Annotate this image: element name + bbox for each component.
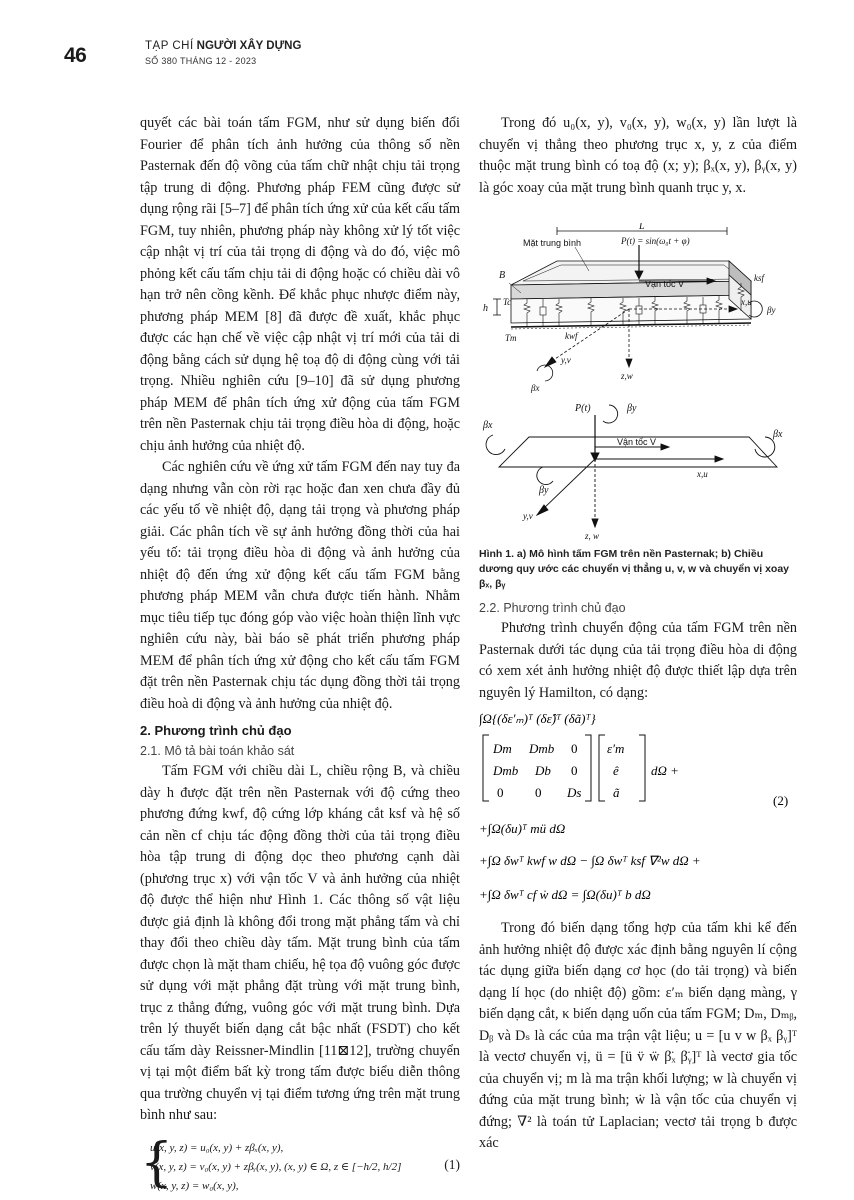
label-Tc: Tc [503, 297, 512, 307]
label-ksf: ksf [754, 273, 764, 283]
matrix-D-21: Dmb [493, 763, 519, 778]
label-xu-b: x,u [697, 469, 708, 479]
right-column-bottom [479, 918, 797, 1155]
page-number: 46 [64, 44, 87, 67]
equation-1-line-3: w(x, y, z) = w₀(x, y), [150, 1179, 239, 1192]
left-column [140, 113, 460, 1197]
label-beta-y: βy [767, 305, 776, 315]
journal-title [145, 40, 301, 52]
figure-1-caption: Hình 1. a) Mô hình tấm FGM trên nền Pasternak; b) Chiều dương quy ước các chuyển vị thẳng u, v, w và chuyển vị xoay βₓ, βᵧ [479, 548, 790, 590]
beta-x-arc-left [486, 435, 505, 455]
label-Tm: Tm [505, 333, 517, 343]
left-paragraph-1: quyết các bài toán tấm FGM, như sử dụng biến đổi Fourier để phân tích ảnh hưởng của thông số nền Pasternak đến độ võng của tấm chữ nhật chịu tải trọng tập trung di động. Phương pháp FEM cũng được sử dụng rộng rãi [5–7] để phân tích ứng xử của kết cấu tấm FGM, tuy nhiên, phương pháp này không xử lý tốt việc cập nhật vị trí của tải trọng di động và do đó, việc mô phỏng kết cấu tấm chịu tải di động hoặc có chiều dài vô hạn trở nên cồng kềnh. Để khắc phục nhược điểm này, phương pháp MEM [8] đã được đề xuất, khắc phục được các hạn chế về việc cập nhật vị trí mới của tải di động bằng cách sử dụng hệ toạ độ di động cùng với tải trọng. Nhiều nghiên cứu [9–10] đã sử dụng phương pháp MEM để phân tích ứng xử động của tấm FGM trên nền Pasternak chịu tải trọng điều hòa di động, hoặc chịu ảnh hưởng của nhiệt độ. [140, 115, 460, 454]
journal-prefix: TẠP CHÍ [145, 40, 194, 52]
section-heading-2: 2. Phương trình chủ đạo [140, 723, 292, 738]
label-xu: x,u [741, 297, 752, 307]
left-paragraph-3: Tấm FGM với chiều dài L, chiều rộng B, và chiều dày h được đặt trên nền Pasternak với độ cứng theo phương đứng kwf, độ cứng lớp kháng cắt ksf và hệ số cản nền cf chịu tác động đồng thời của tải trọng điều hòa tập trung di động dọc theo phương cạnh dài (phương trục x) với vận tốc V và ảnh hưởng của nhiệt độ được thể hiện như Hình 1. Các thông số vật liệu được giả định là không đổi trong mặt phẳng tấm và chỉ thay đổi theo chiều dày tấm. Mặt trung bình của tấm được chọn là mặt tham chiếu, hệ tọa độ vuông góc được sử dụng với mặt phẳng đặt trùng với mặt trung bình, trục z thẳng đứng, vuông góc với mặt trung bình. Dựa trên lý thuyết biến dạng cắt bậc nhất (FSDT) cho kết cấu tấm dày Reissner-Mindlin [11⊠12], trường chuyển vị tại một điểm bất kỳ trong tấm được biểu diễn thông qua trường chuyển vị tại điểm tương ứng trên mặt trung bình như sau: [140, 763, 460, 1123]
beta-y-arc-bottom [537, 467, 553, 485]
figure-1b-sign-convention [486, 405, 777, 527]
figure-1b-labels [482, 403, 783, 541]
equation-2-number: (2) [773, 793, 789, 808]
right-paragraph-2: Phương trình chuyển động của tấm FGM trên nền Pasternak dưới tác dụng của tải trọng điều hòa di động có xem xét ảnh hưởng nhiệt độ được thiết lập dựa trên nguyên lý Hamilton, có dạng: [479, 620, 797, 701]
label-zw-b: z, w [585, 531, 600, 541]
label-velocity-b: Vận tốc V [617, 437, 657, 447]
equation-1-line-1: u(x, y, z) = u₀(x, y) + zβₓ(x, y), [150, 1141, 284, 1154]
figure-1a-plate-model [493, 227, 762, 381]
subsection-heading-2-1: 2.1. Mô tả bài toán khảo sát [140, 744, 295, 758]
left-paragraph-2: Các nghiên cứu về ứng xử tấm FGM đến nay tuy đa dạng nhưng vẫn còn rời rạc hoặc đan xen chưa đầy đủ các yếu tố về nhiệt độ, dạng tải trọng và phương pháp giải. Các phân tích về sự ảnh hưởng đồng thời của hai yếu tố: tải trọng điều hòa di động và ảnh hưởng của nhiệt độ đến ứng xử động kết cấu tấm FGM bằng phương pháp MEM vẫn chưa được tiến hành. Nhằm mục tiêu tiếp tục đóng góp vào việc hoàn thiện lĩnh vực nghiên cứu này, bài báo sẽ phát triển phương pháp MEM để phân tích ứng xử động cho kết cấu tấm FGM đặt trên nền Pasternak chịu tác dụng đồng thời tải trọng điều hoà di động và ảnh hưởng của nhiệt độ. [140, 459, 460, 712]
equation-2-row-4: +∫Ω δwᵀ kwf w dΩ − ∫Ω δwᵀ ksf ∇²w dΩ + [479, 853, 701, 868]
equation-2 [479, 705, 797, 915]
right-paragraph-1: Trong đó u₀(x, y), v₀(x, y), w₀(x, y) lần lượt là chuyển vị thẳng theo phương trục x, y, z của điểm thuộc mặt trung bình có toạ độ (x; y); βₓ(x, y), βᵧ(x, y) là góc xoay của mặt trung bình quanh trục y, x. [479, 115, 797, 196]
label-beta-x: βx [531, 383, 540, 393]
figure-1 [479, 223, 797, 543]
equation-1-number: (1) [444, 1156, 460, 1172]
matrix-D-13: 0 [571, 741, 578, 756]
equation-2-row-3: +∫Ω(δu)ᵀ mü dΩ [479, 821, 566, 836]
label-mat-trung-binh: Mặt trung bình [523, 238, 582, 248]
label-kwf: kwf [565, 331, 578, 341]
matrix-D-32: 0 [535, 785, 542, 800]
label-beta-x-left: βx [483, 420, 493, 431]
equation-1-brace: { [140, 1132, 174, 1193]
equation-1-line-2: v(x, y, z) = v₀(x, y) + zβᵧ(x, y), (x, y) ∈ Ω, z ∈ [−h/2, h/2] [150, 1160, 402, 1173]
equation-2-row-1: ∫Ω{(δε′ₘ)ᵀ (δε̂)ᵀ (δã)ᵀ} [479, 711, 596, 726]
right-paragraph-3: Trong đó biến dạng tổng hợp của tấm khi kể đến ảnh hưởng nhiệt độ được xác định bằng nguyên lí cộng tác dụng giữa biến dạng cơ học (do tải trọng) và biến dạng lí học (do nhiệt độ) gồm: ε′ₘ biến dạng màng, γ biến dạng cắt, κ biến dạng uốn của tấm FGM; Dₘ, Dₘᵦ, Dᵦ và Dₛ là các của ma trận vật liệu; u = [u v w βₓ βᵧ]ᵀ là vectơ chuyển vị, ü = [ü v̈ ẅ β̈ₓ β̈ᵧ]ᵀ là vectơ gia tốc của chuyển vị; m là ma trận khối lượng; w là chuyển vị đứng của mặt trung bình; ẇ là vận tốc của chuyển vị đứng; ∇² là toán tử Laplacian; vectơ tải trọng b được xác [479, 920, 797, 1151]
matrix-D-12: Dmb [529, 741, 555, 756]
label-Pt-b: P(t) [575, 403, 591, 414]
equation-1 [140, 1132, 460, 1197]
label-yv-b: y,v [523, 511, 533, 521]
right-column-lower [479, 598, 797, 704]
label-L: L [639, 223, 645, 232]
label-beta-y-bottom: βy [539, 485, 549, 496]
beta-y-arc-top [603, 405, 618, 423]
matrix-D-22: Db [535, 763, 551, 778]
label-h: h [483, 303, 488, 314]
right-column-top [479, 113, 797, 199]
vector-3: ã [613, 785, 620, 800]
journal-name: NGƯỜI XÂY DỰNG [196, 40, 302, 52]
matrix-D-11: Dm [493, 741, 512, 756]
page-header [64, 36, 804, 76]
label-beta-x-right: βx [773, 429, 783, 440]
label-beta-y-top: βy [627, 403, 637, 414]
journal-issue: SỐ 380 THÁNG 12 - 2023 [145, 56, 257, 66]
matrix-D-31: 0 [497, 785, 504, 800]
equation-2-tail: dΩ + [651, 763, 679, 778]
label-yv: y,v [561, 355, 571, 365]
vector-2: ê [613, 763, 619, 778]
label-load-function: P(t) = sin(ω₀t + φ) [621, 236, 690, 246]
matrix-D-33: Ds [567, 785, 582, 800]
matrix-D-23: 0 [571, 763, 578, 778]
subsection-heading-2-2: 2.2. Phương trình chủ đạo [479, 601, 626, 615]
label-velocity: Vận tốc V [645, 279, 685, 289]
equation-2-row-5: +∫Ω δwᵀ cf ẇ dΩ = ∫Ω(δu)ᵀ b dΩ [479, 887, 651, 902]
label-zw: z,w [621, 371, 633, 381]
label-B: B [499, 270, 506, 281]
vector-1: ε′m [607, 741, 625, 756]
